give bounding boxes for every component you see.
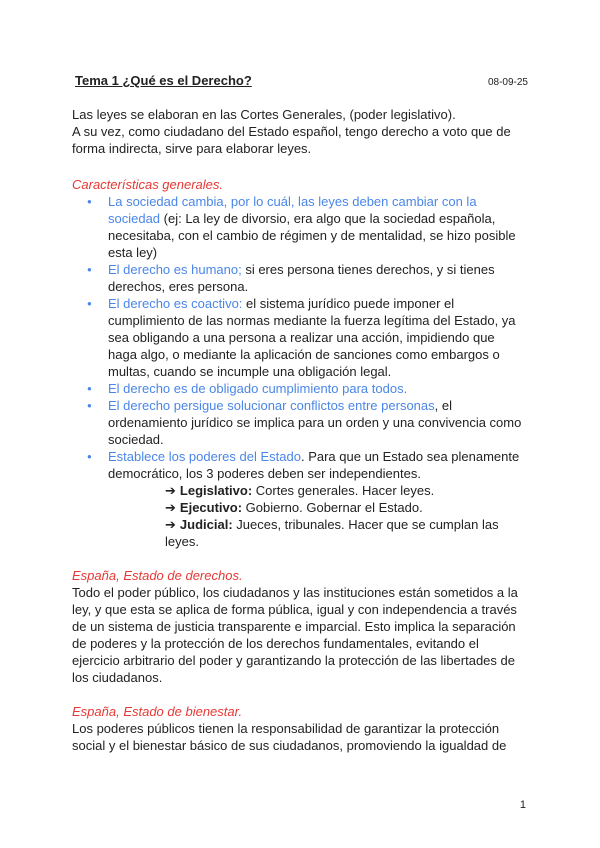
list-item [72, 193, 527, 261]
list-item-text: . Para que un Estado sea plenamente democrático, los 3 poderes deben ser independientes. [108, 449, 520, 481]
caracteristicas-list [72, 193, 527, 550]
list-item-highlight: El derecho es humano; [108, 262, 242, 277]
intro-line-2: A su vez, como ciudadano del Estado español, tengo derecho a voto que de forma indirecta, sirve para elaborar leyes. [72, 124, 511, 156]
arrow-right-icon: ➔ [165, 517, 176, 532]
spacer [72, 686, 527, 703]
spacer [72, 550, 527, 567]
poder-item-judicial [108, 516, 527, 550]
poder-item-legislativo [108, 482, 527, 499]
list-item-highlight: El derecho es de obligado cumplimiento para todos. [108, 381, 408, 396]
list-item-highlight: La sociedad cambia, por lo cuál, las leyes deben cambiar con la sociedad [108, 194, 477, 226]
document-date: 08-09-25 [487, 77, 528, 88]
poder-name: Judicial: [179, 517, 233, 532]
bienestar-paragraph: Los poderes públicos tienen la responsabilidad de garantizar la protección social y el bienestar básico de sus ciudadanos, promoviendo la igualdad de [72, 721, 507, 753]
intro-line-1: Las leyes se elaboran en las Cortes Generales, (poder legislativo). [72, 107, 456, 122]
derechos-paragraph: Todo el poder público, los ciudadanos y las instituciones están sometidos a la ley, y que esta se aplica de forma pública, igual y con independencia a través de un sistema de justicia transparente e imparcial. Esto implica la separación de poderes y la protección de los derechos fundamentales, evitando el ejercicio arbitrario del poder y garantizando la protección de las libertades de los ciudadanos. [72, 585, 518, 685]
poderes-list [108, 482, 527, 550]
list-item-highlight: Establece los poderes del Estado [108, 449, 301, 464]
poder-name: Ejecutivo: [179, 500, 243, 515]
arrow-right-icon: ➔ [165, 483, 176, 498]
list-item [72, 295, 527, 380]
list-item-highlight: El derecho es coactivo: [108, 296, 243, 311]
list-item [72, 397, 527, 448]
document-body [72, 106, 527, 754]
list-item [72, 448, 527, 550]
section-title-bienestar: España, Estado de bienestar. [72, 704, 243, 719]
page-title: Tema 1 ¿Qué es el Derecho? [75, 73, 252, 88]
list-item-text: el sistema jurídico puede imponer el cumplimiento de las normas mediante la fuerza legítima del Estado, ya sea obligando a una persona a realizar una acción, impidiendo que haga algo, o mediante la aplicación de sanciones como embargos o multas, cuando se incumple una obligación legal. [108, 296, 516, 379]
section-title-caracteristicas: Características generales. [72, 177, 224, 192]
poder-desc: Jueces, tribunales. Hacer que se cumplan las leyes. [165, 517, 499, 549]
poder-name: Legislativo: [179, 483, 253, 498]
section-title-derechos: España, Estado de derechos. [72, 568, 243, 583]
poder-desc: Cortes generales. Hacer leyes. [252, 483, 435, 498]
list-item [72, 380, 527, 397]
poder-desc: Gobierno. Gobernar el Estado. [242, 500, 423, 515]
poder-item-ejecutivo [108, 499, 527, 516]
document-header [75, 72, 530, 90]
intro-paragraph [72, 106, 527, 157]
list-item-text: (ej: La ley de divorsio, era algo que la sociedad española, necesitaba, con el cambio de régimen y de mentalidad, se hizo posible esta ley) [108, 211, 516, 260]
list-item-text: si eres persona tienes derechos, y si tienes derechos, eres persona. [108, 262, 495, 294]
list-item-highlight: El derecho persigue solucionar conflictos entre personas [108, 398, 435, 413]
arrow-right-icon: ➔ [165, 500, 176, 515]
list-item [72, 261, 527, 295]
page-number: 1 [519, 799, 526, 811]
list-item-text: , el ordenamiento jurídico se implica para un orden y una convivencia como sociedad. [108, 398, 522, 447]
